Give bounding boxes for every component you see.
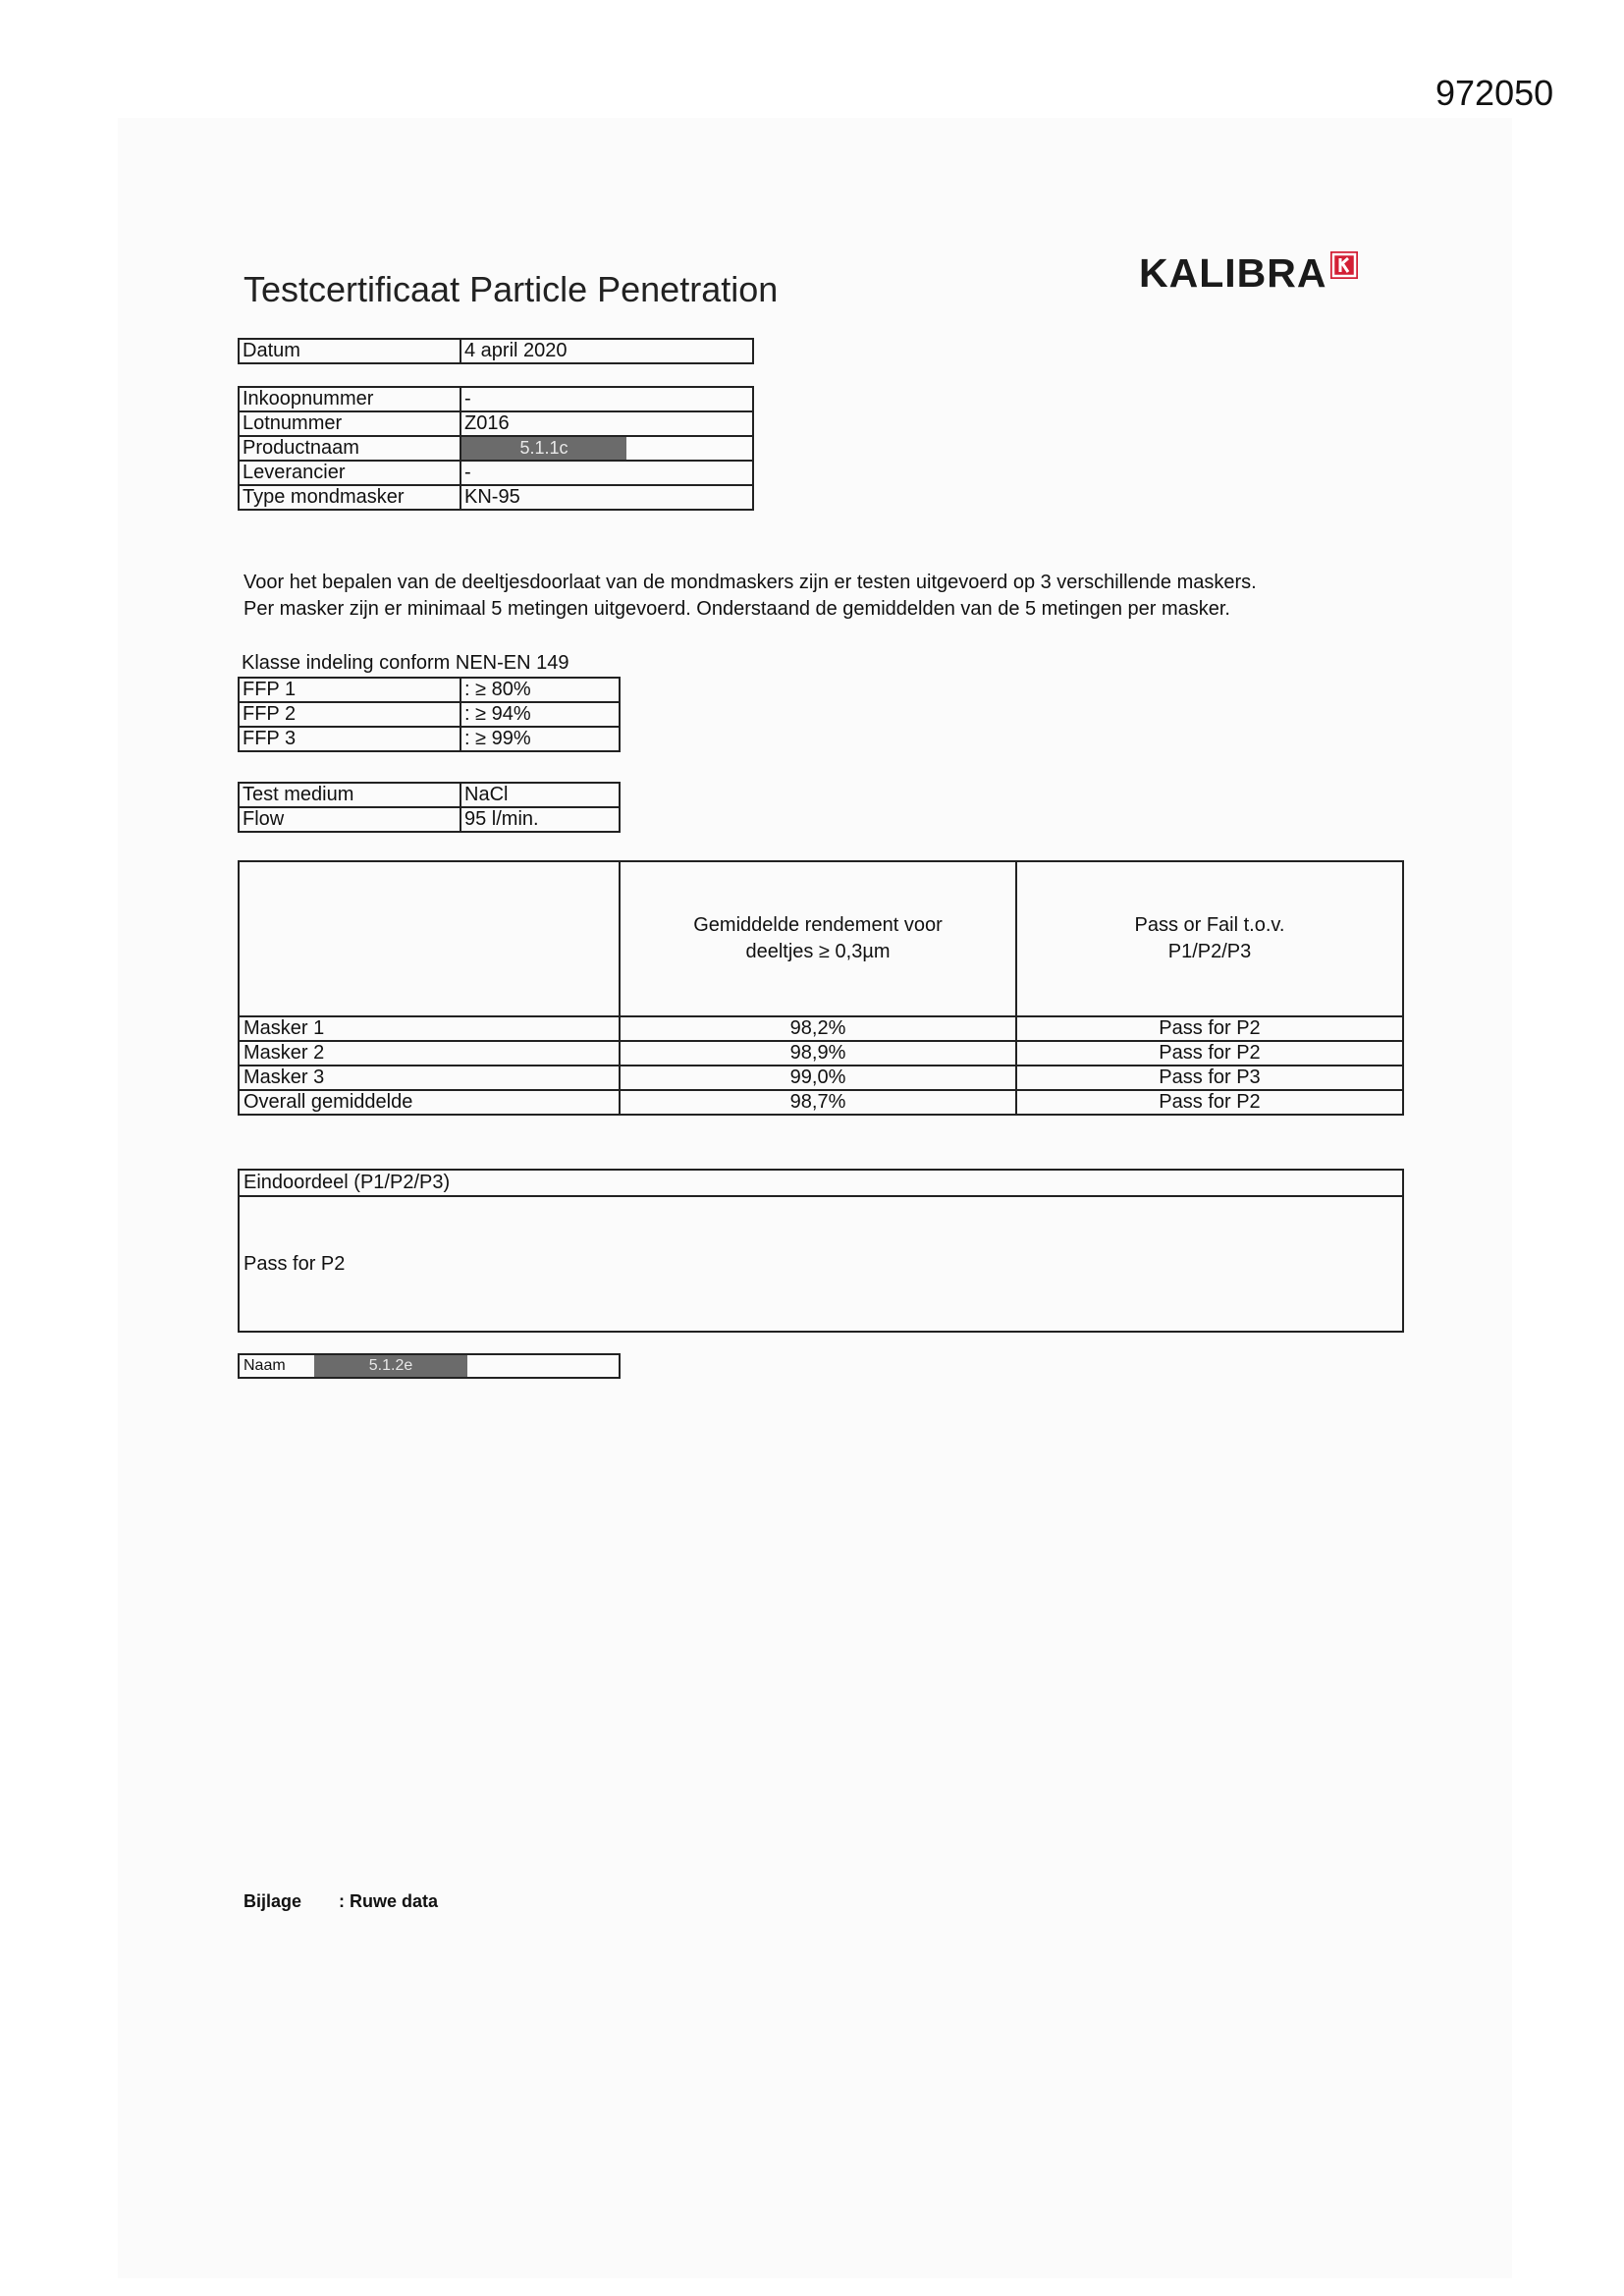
test-table [238, 782, 621, 833]
document-id: 972050 [1435, 73, 1554, 113]
info-value: KN-95 [460, 485, 753, 510]
table-row [239, 411, 753, 436]
bijlage-value: : Ruwe data [339, 1891, 439, 1911]
klasse-value: : ≥ 99% [460, 727, 620, 751]
datum-value: 4 april 2020 [460, 339, 753, 363]
klasse-label: FFP 1 [239, 678, 460, 702]
klasse-label: FFP 3 [239, 727, 460, 751]
klasse-table [238, 677, 621, 752]
bijlage-label: Bijlage [244, 1891, 302, 1911]
intro-paragraph [244, 570, 1257, 623]
mask-name: Masker 2 [239, 1041, 620, 1066]
klasse-label: FFP 2 [239, 702, 460, 727]
klasse-value: : ≥ 94% [460, 702, 620, 727]
test-label: Flow [239, 807, 460, 832]
info-label: Type mondmasker [239, 485, 460, 510]
product-info-table [238, 386, 754, 511]
table-row [239, 387, 753, 411]
mask-result: Pass for P2 [1016, 1090, 1403, 1115]
results-header-passfail [1016, 861, 1403, 1016]
test-value: NaCl [460, 783, 620, 807]
table-row [239, 783, 620, 807]
info-value-redacted [460, 436, 753, 461]
header-line: P1/P2/P3 [1167, 941, 1252, 962]
naam-box [238, 1353, 621, 1379]
header-line: Gemiddelde rendement voor [693, 914, 943, 936]
table-row [239, 807, 620, 832]
datum-label: Datum [239, 339, 460, 363]
mask-name: Overall gemiddelde [239, 1090, 620, 1115]
eindoordeel-value-cell [240, 1197, 1402, 1331]
mask-rendement: 98,7% [620, 1090, 1016, 1115]
eindoordeel-box [238, 1169, 1404, 1333]
mask-result: Pass for P2 [1016, 1041, 1403, 1066]
table-row [239, 1066, 1403, 1090]
table-row [239, 485, 753, 510]
mask-rendement: 98,2% [620, 1016, 1016, 1041]
info-label: Leverancier [239, 461, 460, 485]
naam-label: Naam [244, 1357, 286, 1374]
info-value: - [460, 461, 753, 485]
header-line: Pass or Fail t.o.v. [1134, 914, 1285, 936]
redaction-bar: 5.1.1c [461, 437, 626, 460]
table-row [239, 678, 620, 702]
table-row [239, 1090, 1403, 1115]
eindoordeel-value: Pass for P2 [244, 1252, 346, 1275]
results-header-empty [239, 861, 620, 1016]
redaction-bar: 5.1.2e [314, 1355, 467, 1377]
info-label: Inkoopnummer [239, 387, 460, 411]
table-row [239, 1041, 1403, 1066]
intro-line: Per masker zijn er minimaal 5 metingen uitgevoerd. Onderstaand de gemiddelden van de 5 metingen per masker. [244, 598, 1230, 620]
info-value: - [460, 387, 753, 411]
intro-line: Voor het bepalen van de deeltjesdoorlaat van de mondmaskers zijn er testen uitgevoerd op 3 verschillende maskers. [244, 572, 1257, 593]
datum-table [238, 338, 754, 364]
bijlage [244, 1891, 438, 1912]
table-row [239, 461, 753, 485]
klasse-title: Klasse indeling conform NEN-EN 149 [242, 652, 569, 674]
table-row [239, 702, 620, 727]
mask-name: Masker 1 [239, 1016, 620, 1041]
page-title: Testcertificaat Particle Penetration [244, 269, 779, 309]
table-row [239, 436, 753, 461]
mask-rendement: 99,0% [620, 1066, 1016, 1090]
results-header-rendement [620, 861, 1016, 1016]
logo-text: KALIBRA [1139, 250, 1327, 296]
klasse-value: : ≥ 80% [460, 678, 620, 702]
test-value: 95 l/min. [460, 807, 620, 832]
results-table [238, 860, 1404, 1116]
header-line: deeltjes ≥ 0,3µm [745, 941, 891, 962]
info-value: Z016 [460, 411, 753, 436]
kalibra-logo [1139, 250, 1358, 296]
mask-rendement: 98,9% [620, 1041, 1016, 1066]
test-label: Test medium [239, 783, 460, 807]
mask-result: Pass for P3 [1016, 1066, 1403, 1090]
kalibra-k-icon [1330, 251, 1358, 279]
results-header-row [239, 861, 1403, 1016]
table-row [239, 727, 620, 751]
info-label: Lotnummer [239, 411, 460, 436]
info-label: Productnaam [239, 436, 460, 461]
eindoordeel-label: Eindoordeel (P1/P2/P3) [240, 1171, 1402, 1197]
table-row [239, 1016, 1403, 1041]
mask-name: Masker 3 [239, 1066, 620, 1090]
mask-result: Pass for P2 [1016, 1016, 1403, 1041]
